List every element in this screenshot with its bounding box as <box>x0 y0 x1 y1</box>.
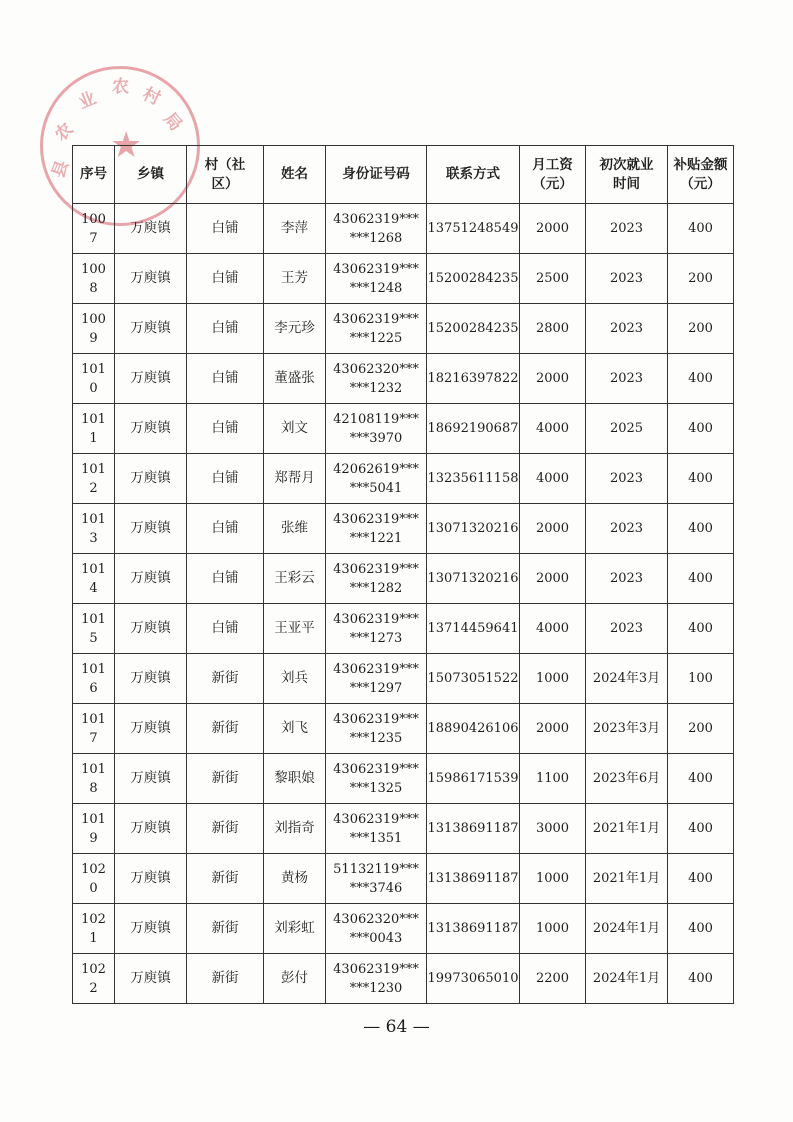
row-village-cell: 白铺 <box>187 454 264 504</box>
row-seq-cell: 1021 <box>73 904 115 954</box>
table-row <box>73 954 734 1004</box>
row-first-job-cell: 2025 <box>586 404 668 454</box>
row-wage-cell: 2000 <box>520 204 586 254</box>
row-first-job-cell: 2024年1月 <box>586 904 668 954</box>
header-phone: 联系方式 <box>427 146 520 204</box>
row-name-cell: 彭付 <box>264 954 326 1004</box>
row-id-cell: 51132119******3746 <box>326 854 427 904</box>
row-first-job-cell: 2023 <box>586 604 668 654</box>
row-name-cell: 李元珍 <box>264 304 326 354</box>
table-row <box>73 554 734 604</box>
table-row <box>73 404 734 454</box>
subsidy-table <box>72 145 734 1004</box>
row-seq-cell: 1018 <box>73 754 115 804</box>
row-name-cell: 刘文 <box>264 404 326 454</box>
page-number: — 64 — <box>363 1017 430 1037</box>
seal-star-icon: ★ <box>110 125 143 166</box>
header-seq: 序号 <box>73 146 115 204</box>
row-first-job-cell: 2023 <box>586 304 668 354</box>
row-town-cell: 万庾镇 <box>115 954 187 1004</box>
row-town-cell: 万庾镇 <box>115 454 187 504</box>
row-town-cell: 万庾镇 <box>115 604 187 654</box>
row-first-job-cell: 2021年1月 <box>586 854 668 904</box>
row-seq-cell: 1007 <box>73 204 115 254</box>
table-row <box>73 654 734 704</box>
row-village-cell: 白铺 <box>187 404 264 454</box>
row-id-cell: 43062319******1235 <box>326 704 427 754</box>
row-name-cell: 李萍 <box>264 204 326 254</box>
table-row <box>73 304 734 354</box>
table-row <box>73 354 734 404</box>
row-town-cell: 万庾镇 <box>115 304 187 354</box>
row-id-cell: 43062319******1221 <box>326 504 427 554</box>
row-village-cell: 新街 <box>187 704 264 754</box>
table-row <box>73 504 734 554</box>
row-id-cell: 43062320******0043 <box>326 904 427 954</box>
row-first-job-cell: 2024年3月 <box>586 654 668 704</box>
row-village-cell: 白铺 <box>187 304 264 354</box>
row-name-cell: 刘飞 <box>264 704 326 754</box>
row-id-cell: 42062619******5041 <box>326 454 427 504</box>
row-name-cell: 刘兵 <box>264 654 326 704</box>
row-town-cell: 万庾镇 <box>115 404 187 454</box>
row-first-job-cell: 2023 <box>586 204 668 254</box>
row-phone-cell: 15073051522 <box>427 654 520 704</box>
row-phone-cell: 13071320216 <box>427 554 520 604</box>
row-town-cell: 万庾镇 <box>115 854 187 904</box>
row-town-cell: 万庾镇 <box>115 504 187 554</box>
row-id-cell: 43062319******1230 <box>326 954 427 1004</box>
table-row <box>73 254 734 304</box>
row-wage-cell: 1000 <box>520 654 586 704</box>
row-seq-cell: 1010 <box>73 354 115 404</box>
row-wage-cell: 2200 <box>520 954 586 1004</box>
header-wage: 月工资（元） <box>520 146 586 204</box>
row-subsidy-cell: 400 <box>668 804 734 854</box>
row-id-cell: 43062319******1248 <box>326 254 427 304</box>
row-id-cell: 43062319******1225 <box>326 304 427 354</box>
row-subsidy-cell: 400 <box>668 354 734 404</box>
row-phone-cell: 15200284235 <box>427 304 520 354</box>
row-first-job-cell: 2023年3月 <box>586 704 668 754</box>
header-name: 姓名 <box>264 146 326 204</box>
row-phone-cell: 13714459641 <box>427 604 520 654</box>
row-village-cell: 白铺 <box>187 504 264 554</box>
row-subsidy-cell: 400 <box>668 604 734 654</box>
row-seq-cell: 1012 <box>73 454 115 504</box>
row-town-cell: 万庾镇 <box>115 704 187 754</box>
row-name-cell: 董盛张 <box>264 354 326 404</box>
row-id-cell: 43062319******1273 <box>326 604 427 654</box>
row-subsidy-cell: 400 <box>668 754 734 804</box>
row-id-cell: 43062319******1325 <box>326 754 427 804</box>
official-seal-lettering: 县 农 业 农 村 局 ★ <box>48 77 186 181</box>
row-name-cell: 王彩云 <box>264 554 326 604</box>
row-town-cell: 万庾镇 <box>115 904 187 954</box>
row-wage-cell: 2000 <box>520 504 586 554</box>
row-name-cell: 黄杨 <box>264 854 326 904</box>
table-body <box>73 204 734 1004</box>
table-row <box>73 754 734 804</box>
row-subsidy-cell: 200 <box>668 704 734 754</box>
table-header <box>73 146 734 204</box>
row-village-cell: 新街 <box>187 804 264 854</box>
row-wage-cell: 4000 <box>520 604 586 654</box>
row-subsidy-cell: 400 <box>668 554 734 604</box>
row-seq-cell: 1015 <box>73 604 115 654</box>
row-first-job-cell: 2023 <box>586 504 668 554</box>
row-wage-cell: 2000 <box>520 554 586 604</box>
row-town-cell: 万庾镇 <box>115 654 187 704</box>
table-row <box>73 854 734 904</box>
row-first-job-cell: 2023年6月 <box>586 754 668 804</box>
row-wage-cell: 2800 <box>520 304 586 354</box>
row-village-cell: 白铺 <box>187 254 264 304</box>
row-seq-cell: 1019 <box>73 804 115 854</box>
row-id-cell: 43062319******1268 <box>326 204 427 254</box>
header-village: 村（社区） <box>187 146 264 204</box>
table-row <box>73 454 734 504</box>
row-town-cell: 万庾镇 <box>115 354 187 404</box>
row-subsidy-cell: 400 <box>668 504 734 554</box>
table-row <box>73 204 734 254</box>
row-wage-cell: 1000 <box>520 854 586 904</box>
row-seq-cell: 1016 <box>73 654 115 704</box>
row-wage-cell: 1000 <box>520 904 586 954</box>
header-subsidy: 补贴金额（元） <box>668 146 734 204</box>
row-wage-cell: 4000 <box>520 454 586 504</box>
row-phone-cell: 13138691187 <box>427 804 520 854</box>
row-village-cell: 白铺 <box>187 554 264 604</box>
row-village-cell: 新街 <box>187 904 264 954</box>
row-phone-cell: 18890426106 <box>427 704 520 754</box>
row-phone-cell: 13235611158 <box>427 454 520 504</box>
row-first-job-cell: 2023 <box>586 554 668 604</box>
row-subsidy-cell: 400 <box>668 904 734 954</box>
row-first-job-cell: 2023 <box>586 254 668 304</box>
row-subsidy-cell: 100 <box>668 654 734 704</box>
row-subsidy-cell: 400 <box>668 454 734 504</box>
row-first-job-cell: 2024年1月 <box>586 954 668 1004</box>
row-subsidy-cell: 200 <box>668 254 734 304</box>
row-subsidy-cell: 400 <box>668 854 734 904</box>
row-phone-cell: 15200284235 <box>427 254 520 304</box>
row-wage-cell: 2000 <box>520 704 586 754</box>
row-first-job-cell: 2023 <box>586 454 668 504</box>
row-wage-cell: 2500 <box>520 254 586 304</box>
row-village-cell: 白铺 <box>187 354 264 404</box>
row-name-cell: 郑帮月 <box>264 454 326 504</box>
row-wage-cell: 4000 <box>520 404 586 454</box>
row-village-cell: 新街 <box>187 654 264 704</box>
row-village-cell: 新街 <box>187 954 264 1004</box>
row-wage-cell: 1100 <box>520 754 586 804</box>
row-seq-cell: 1017 <box>73 704 115 754</box>
row-subsidy-cell: 400 <box>668 204 734 254</box>
row-name-cell: 张维 <box>264 504 326 554</box>
row-town-cell: 万庾镇 <box>115 254 187 304</box>
row-subsidy-cell: 200 <box>668 304 734 354</box>
row-town-cell: 万庾镇 <box>115 554 187 604</box>
row-wage-cell: 2000 <box>520 354 586 404</box>
row-seq-cell: 1020 <box>73 854 115 904</box>
row-id-cell: 43062319******1297 <box>326 654 427 704</box>
row-phone-cell: 18692190687 <box>427 404 520 454</box>
row-town-cell: 万庾镇 <box>115 804 187 854</box>
row-name-cell: 黎职娘 <box>264 754 326 804</box>
header-first-job: 初次就业时间 <box>586 146 668 204</box>
row-seq-cell: 1008 <box>73 254 115 304</box>
table-row <box>73 804 734 854</box>
row-village-cell: 新街 <box>187 854 264 904</box>
row-subsidy-cell: 400 <box>668 404 734 454</box>
table-row <box>73 604 734 654</box>
row-phone-cell: 15986171539 <box>427 754 520 804</box>
row-id-cell: 43062319******1282 <box>326 554 427 604</box>
row-id-cell: 42108119******3970 <box>326 404 427 454</box>
row-seq-cell: 1022 <box>73 954 115 1004</box>
table-row <box>73 704 734 754</box>
row-name-cell: 王亚平 <box>264 604 326 654</box>
row-village-cell: 白铺 <box>187 604 264 654</box>
row-village-cell: 白铺 <box>187 204 264 254</box>
table-row <box>73 904 734 954</box>
row-seq-cell: 1009 <box>73 304 115 354</box>
row-town-cell: 万庾镇 <box>115 754 187 804</box>
row-subsidy-cell: 400 <box>668 954 734 1004</box>
row-phone-cell: 18216397822 <box>427 354 520 404</box>
row-phone-cell: 13138691187 <box>427 854 520 904</box>
row-first-job-cell: 2021年1月 <box>586 804 668 854</box>
row-wage-cell: 3000 <box>520 804 586 854</box>
header-id: 身份证号码 <box>326 146 427 204</box>
row-id-cell: 43062320******1232 <box>326 354 427 404</box>
row-village-cell: 新街 <box>187 754 264 804</box>
header-town: 乡镇 <box>115 146 187 204</box>
row-phone-cell: 13071320216 <box>427 504 520 554</box>
row-first-job-cell: 2023 <box>586 354 668 404</box>
row-seq-cell: 1014 <box>73 554 115 604</box>
row-phone-cell: 13751248549 <box>427 204 520 254</box>
row-id-cell: 43062319******1351 <box>326 804 427 854</box>
row-phone-cell: 19973065010 <box>427 954 520 1004</box>
row-town-cell: 万庾镇 <box>115 204 187 254</box>
row-seq-cell: 1011 <box>73 404 115 454</box>
row-name-cell: 刘指奇 <box>264 804 326 854</box>
row-phone-cell: 13138691187 <box>427 904 520 954</box>
row-name-cell: 王芳 <box>264 254 326 304</box>
row-seq-cell: 1013 <box>73 504 115 554</box>
row-name-cell: 刘彩虹 <box>264 904 326 954</box>
